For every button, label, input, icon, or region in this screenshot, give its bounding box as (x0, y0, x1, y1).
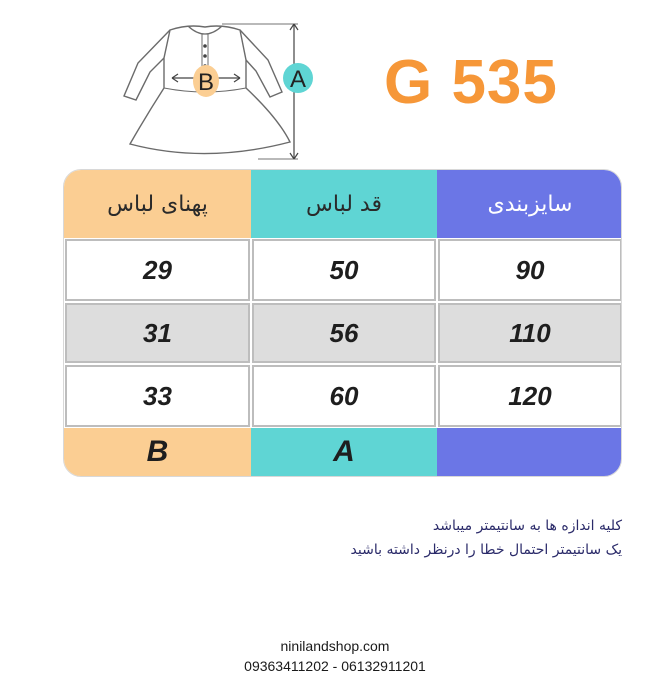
cell-size: 90 (438, 239, 622, 301)
label-b: B (197, 69, 215, 96)
note-units: کلیه اندازه ها به سانتیمتر میباشد (432, 518, 622, 534)
header-width: پهنای لباس (64, 170, 251, 238)
cell-size: 120 (438, 365, 622, 427)
note-tolerance: یک سانتیمتر احتمال خطا را درنظر داشته باشید (350, 542, 622, 558)
header-size: سایزبندی (437, 170, 622, 238)
website: ninilandshop.com (280, 638, 390, 654)
footer-size-label (437, 428, 622, 476)
dress-illustration (118, 18, 318, 163)
size-table (63, 169, 622, 477)
cell-length: 50 (252, 239, 436, 301)
notes (351, 514, 622, 562)
phone-numbers: 09363411202 - 06132911201 (244, 658, 426, 674)
product-code: G 535 (384, 48, 558, 117)
cell-width: 31 (65, 303, 250, 363)
footer-width-label: B (64, 428, 251, 476)
cell-width: 33 (65, 365, 250, 427)
label-a: A (289, 66, 307, 93)
footer-length-label: A (251, 428, 437, 476)
cell-size: 110 (438, 303, 622, 363)
cell-width: 29 (65, 239, 250, 301)
cell-length: 56 (252, 303, 436, 363)
header-length: قد لباس (251, 170, 437, 238)
cell-length: 60 (252, 365, 436, 427)
